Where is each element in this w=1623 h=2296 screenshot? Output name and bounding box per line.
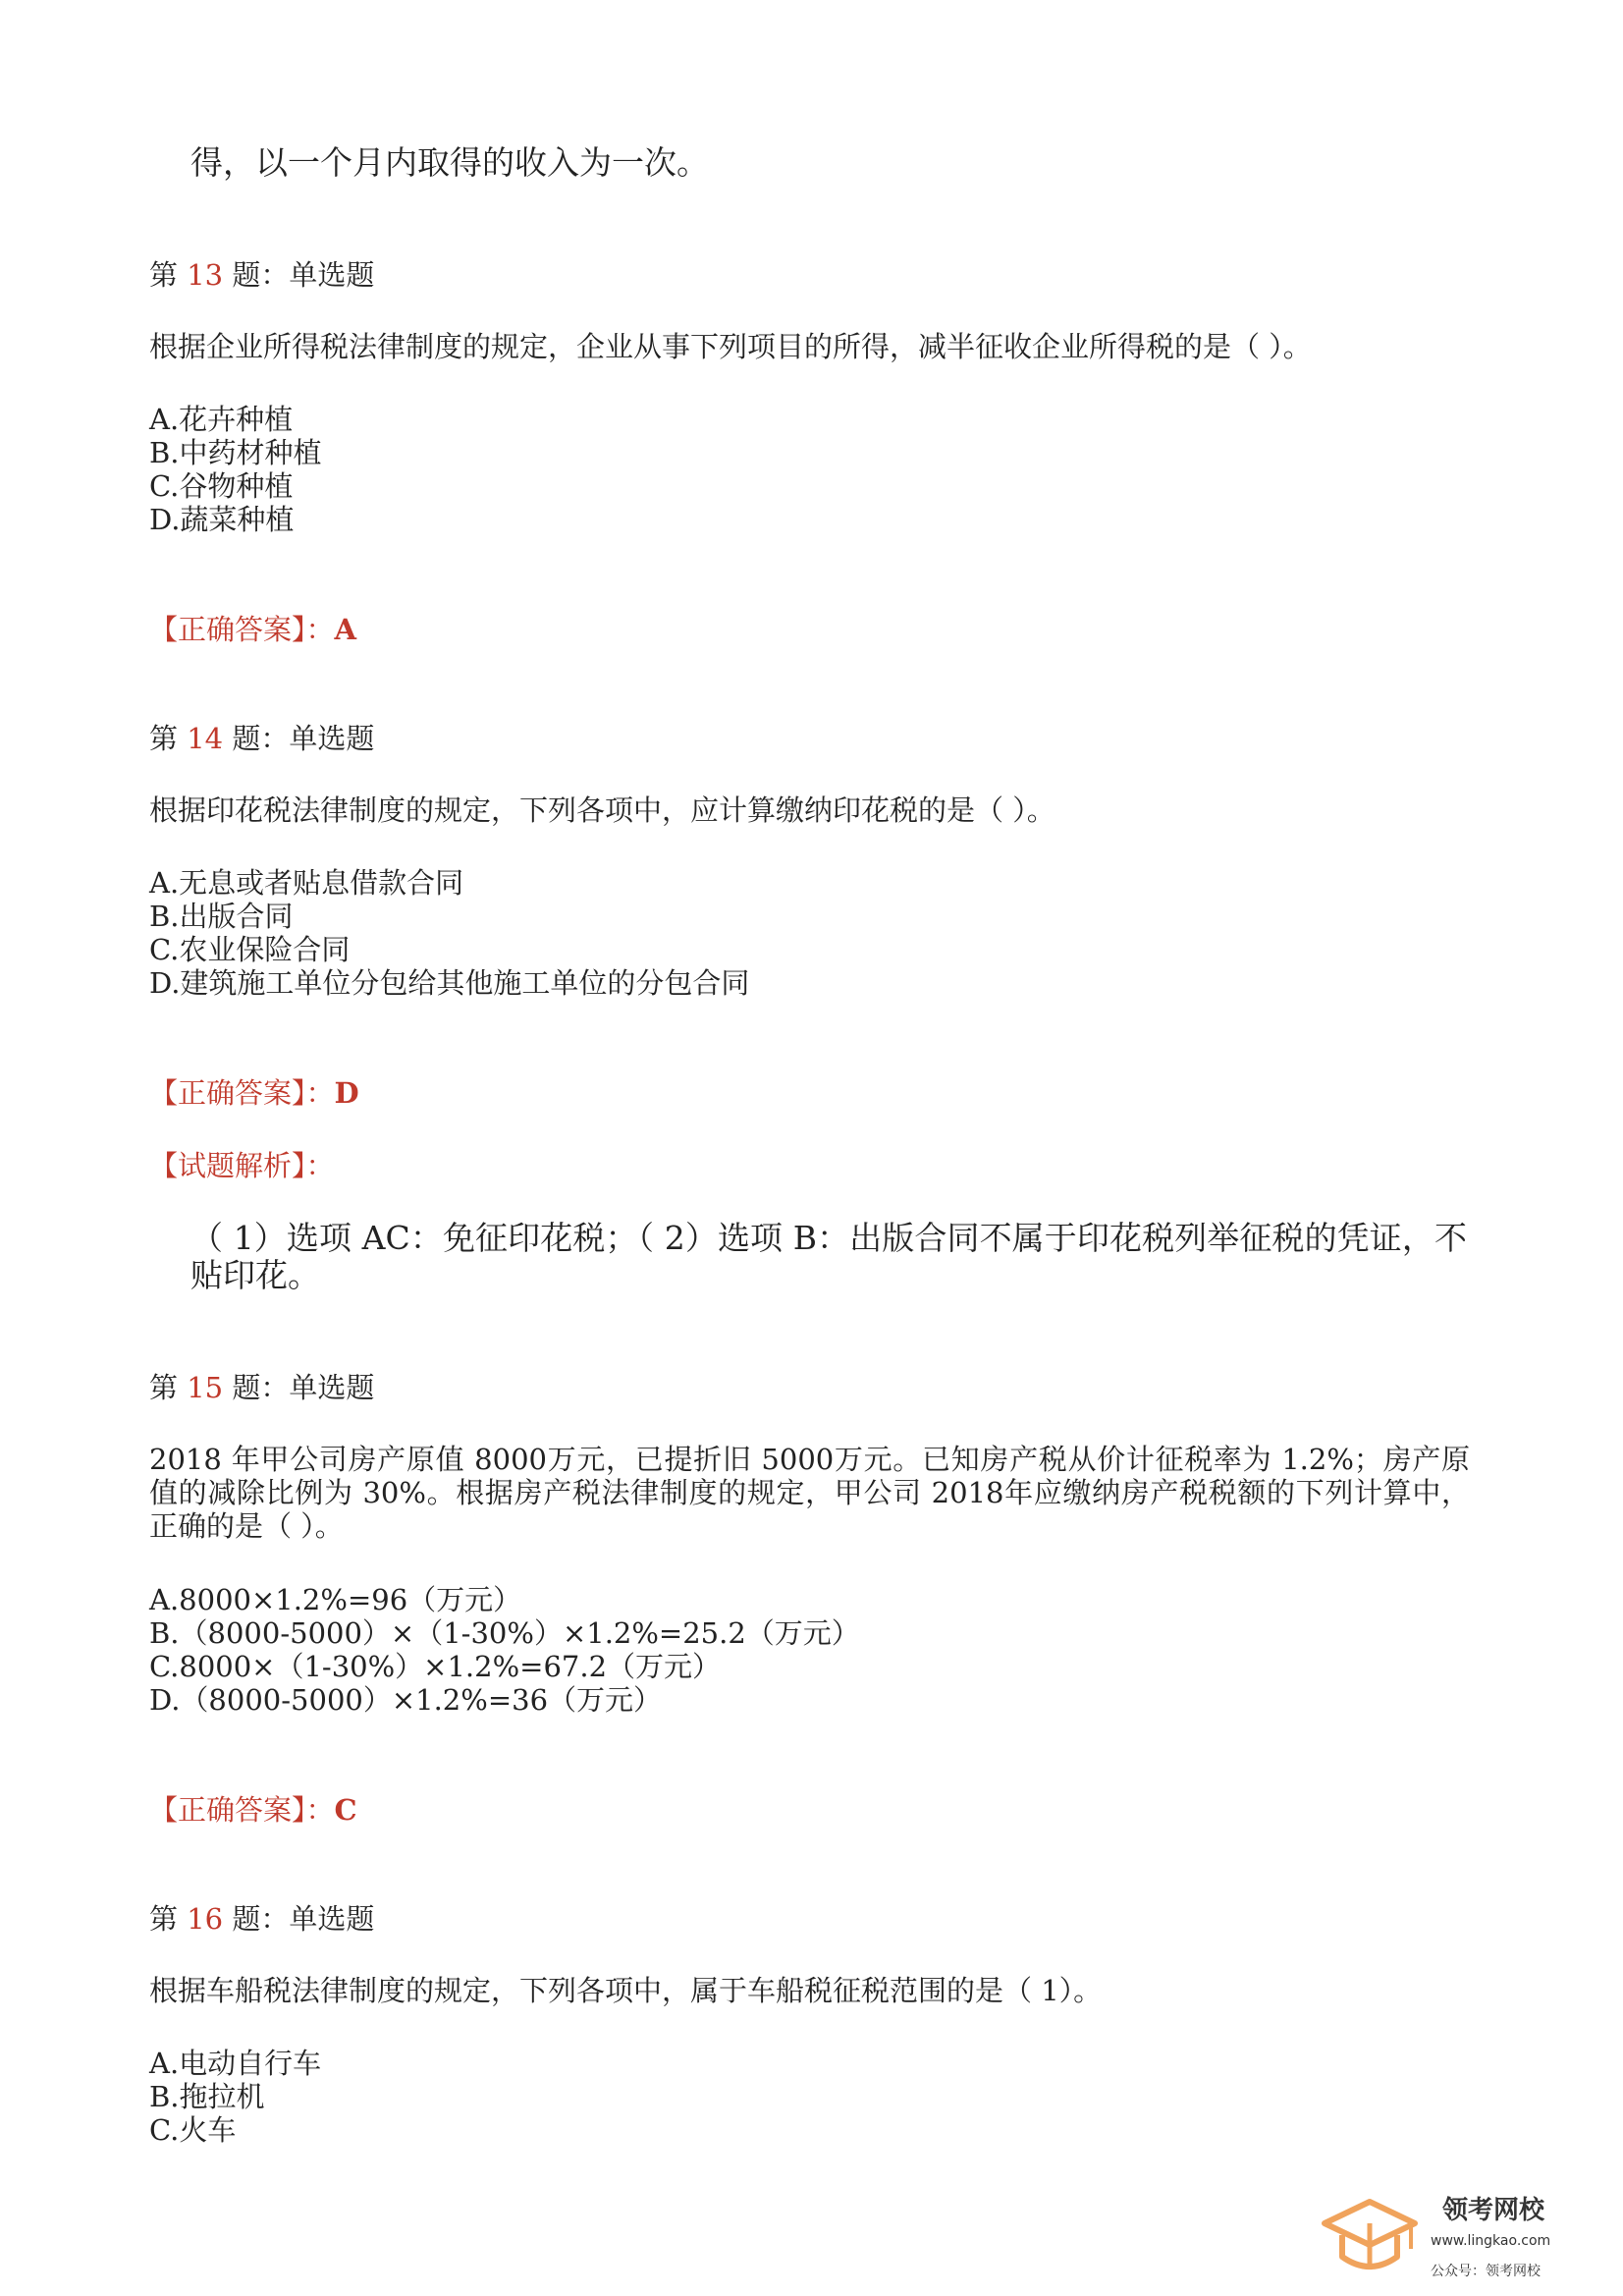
q15-answer-value: C [334, 1793, 357, 1827]
q13-suffix: 题：单选题 [232, 258, 375, 292]
q13-prefix: 第 [149, 258, 179, 292]
q16-prefix: 第 [149, 1902, 179, 1936]
q16-header [149, 1902, 374, 1936]
logo-name: 领考网校 [1442, 2196, 1545, 2225]
q15-number: 15 [187, 1371, 224, 1404]
q14-option-a: A.无息或者贴息借款合同 [149, 866, 464, 900]
q15-prefix: 第 [149, 1371, 179, 1404]
q16-option-a: A.电动自行车 [149, 2047, 322, 2080]
q13-option-d: D.蔬菜种植 [149, 503, 295, 536]
q15-header [149, 1371, 374, 1404]
q13-answer-value: A [334, 613, 357, 646]
q14-prefix: 第 [149, 722, 179, 755]
q14-suffix: 题：单选题 [232, 722, 375, 755]
q13-answer [149, 613, 356, 646]
q13-header [149, 258, 374, 292]
q14-option-c: C.农业保险合同 [149, 933, 351, 966]
intro-text: 得，以一个月内取得的收入为一次。 [190, 143, 709, 182]
q13-option-a: A.花卉种植 [149, 403, 294, 436]
q13-stem: 根据企业所得税法律制度的规定，企业从事下列项目的所得，减半征收企业所得税的是（ ）。 [149, 330, 1312, 363]
q15-option-d: D.（8000-5000）×1.2%=36（万元） [149, 1683, 663, 1717]
logo-url: www.lingkao.com [1431, 2233, 1551, 2249]
q13-option-b: B.中药材种植 [149, 436, 322, 469]
q15-suffix: 题：单选题 [232, 1371, 375, 1404]
q14-option-b: B.出版合同 [149, 900, 294, 933]
q16-stem: 根据车船税法律制度的规定，下列各项中，属于车船税征税范围的是（ 1）。 [149, 1974, 1103, 2007]
q13-option-c: C.谷物种植 [149, 469, 294, 503]
q13-answer-label: 【正确答案】： [149, 613, 335, 646]
q15-option-c: C.8000×（1-30%）×1.2%=67.2（万元） [149, 1650, 722, 1683]
q14-analysis-text: （ 1）选项 AC：免征印花税；（ 2）选项 B：出版合同不属于印花税列举征税的凭证，不贴印花。 [190, 1219, 1467, 1294]
q14-option-d: D.建筑施工单位分包给其他施工单位的分包合同 [149, 966, 750, 1000]
logo-wechat: 公众号：领考网校 [1431, 2264, 1541, 2279]
lingkao-logo [1321, 2188, 1586, 2286]
q15-option-a: A.8000×1.2%=96（万元） [149, 1583, 522, 1616]
graduation-cap-icon [1321, 2198, 1419, 2282]
q14-analysis-label: 【试题解析】： [149, 1149, 335, 1182]
q14-answer-value: D [334, 1076, 359, 1110]
q16-suffix: 题：单选题 [232, 1902, 375, 1936]
q14-stem: 根据印花税法律制度的规定，下列各项中，应计算缴纳印花税的是（ ）。 [149, 793, 1055, 827]
q14-answer-label: 【正确答案】： [149, 1076, 335, 1110]
q16-option-b: B.拖拉机 [149, 2080, 265, 2113]
q13-number: 13 [187, 258, 224, 292]
q15-answer [149, 1793, 357, 1827]
q16-number: 16 [187, 1902, 224, 1936]
q16-option-c: C.火车 [149, 2113, 237, 2147]
q15-answer-label: 【正确答案】： [149, 1793, 335, 1827]
q14-header [149, 722, 374, 755]
q14-answer [149, 1076, 359, 1110]
q15-stem: 2018 年甲公司房产原值 8000万元，已提折旧 5000万元。已知房产税从价计征税率为 1.2%；房产原值的减除比例为 30%。根据房产税法律制度的规定，甲公司 2018年应缴纳房产税税额的下列计算中，正确的是（ ）。 [149, 1443, 1470, 1543]
q15-option-b: B.（8000-5000）×（1-30%）×1.2%=25.2（万元） [149, 1616, 860, 1650]
q14-number: 14 [187, 722, 224, 755]
